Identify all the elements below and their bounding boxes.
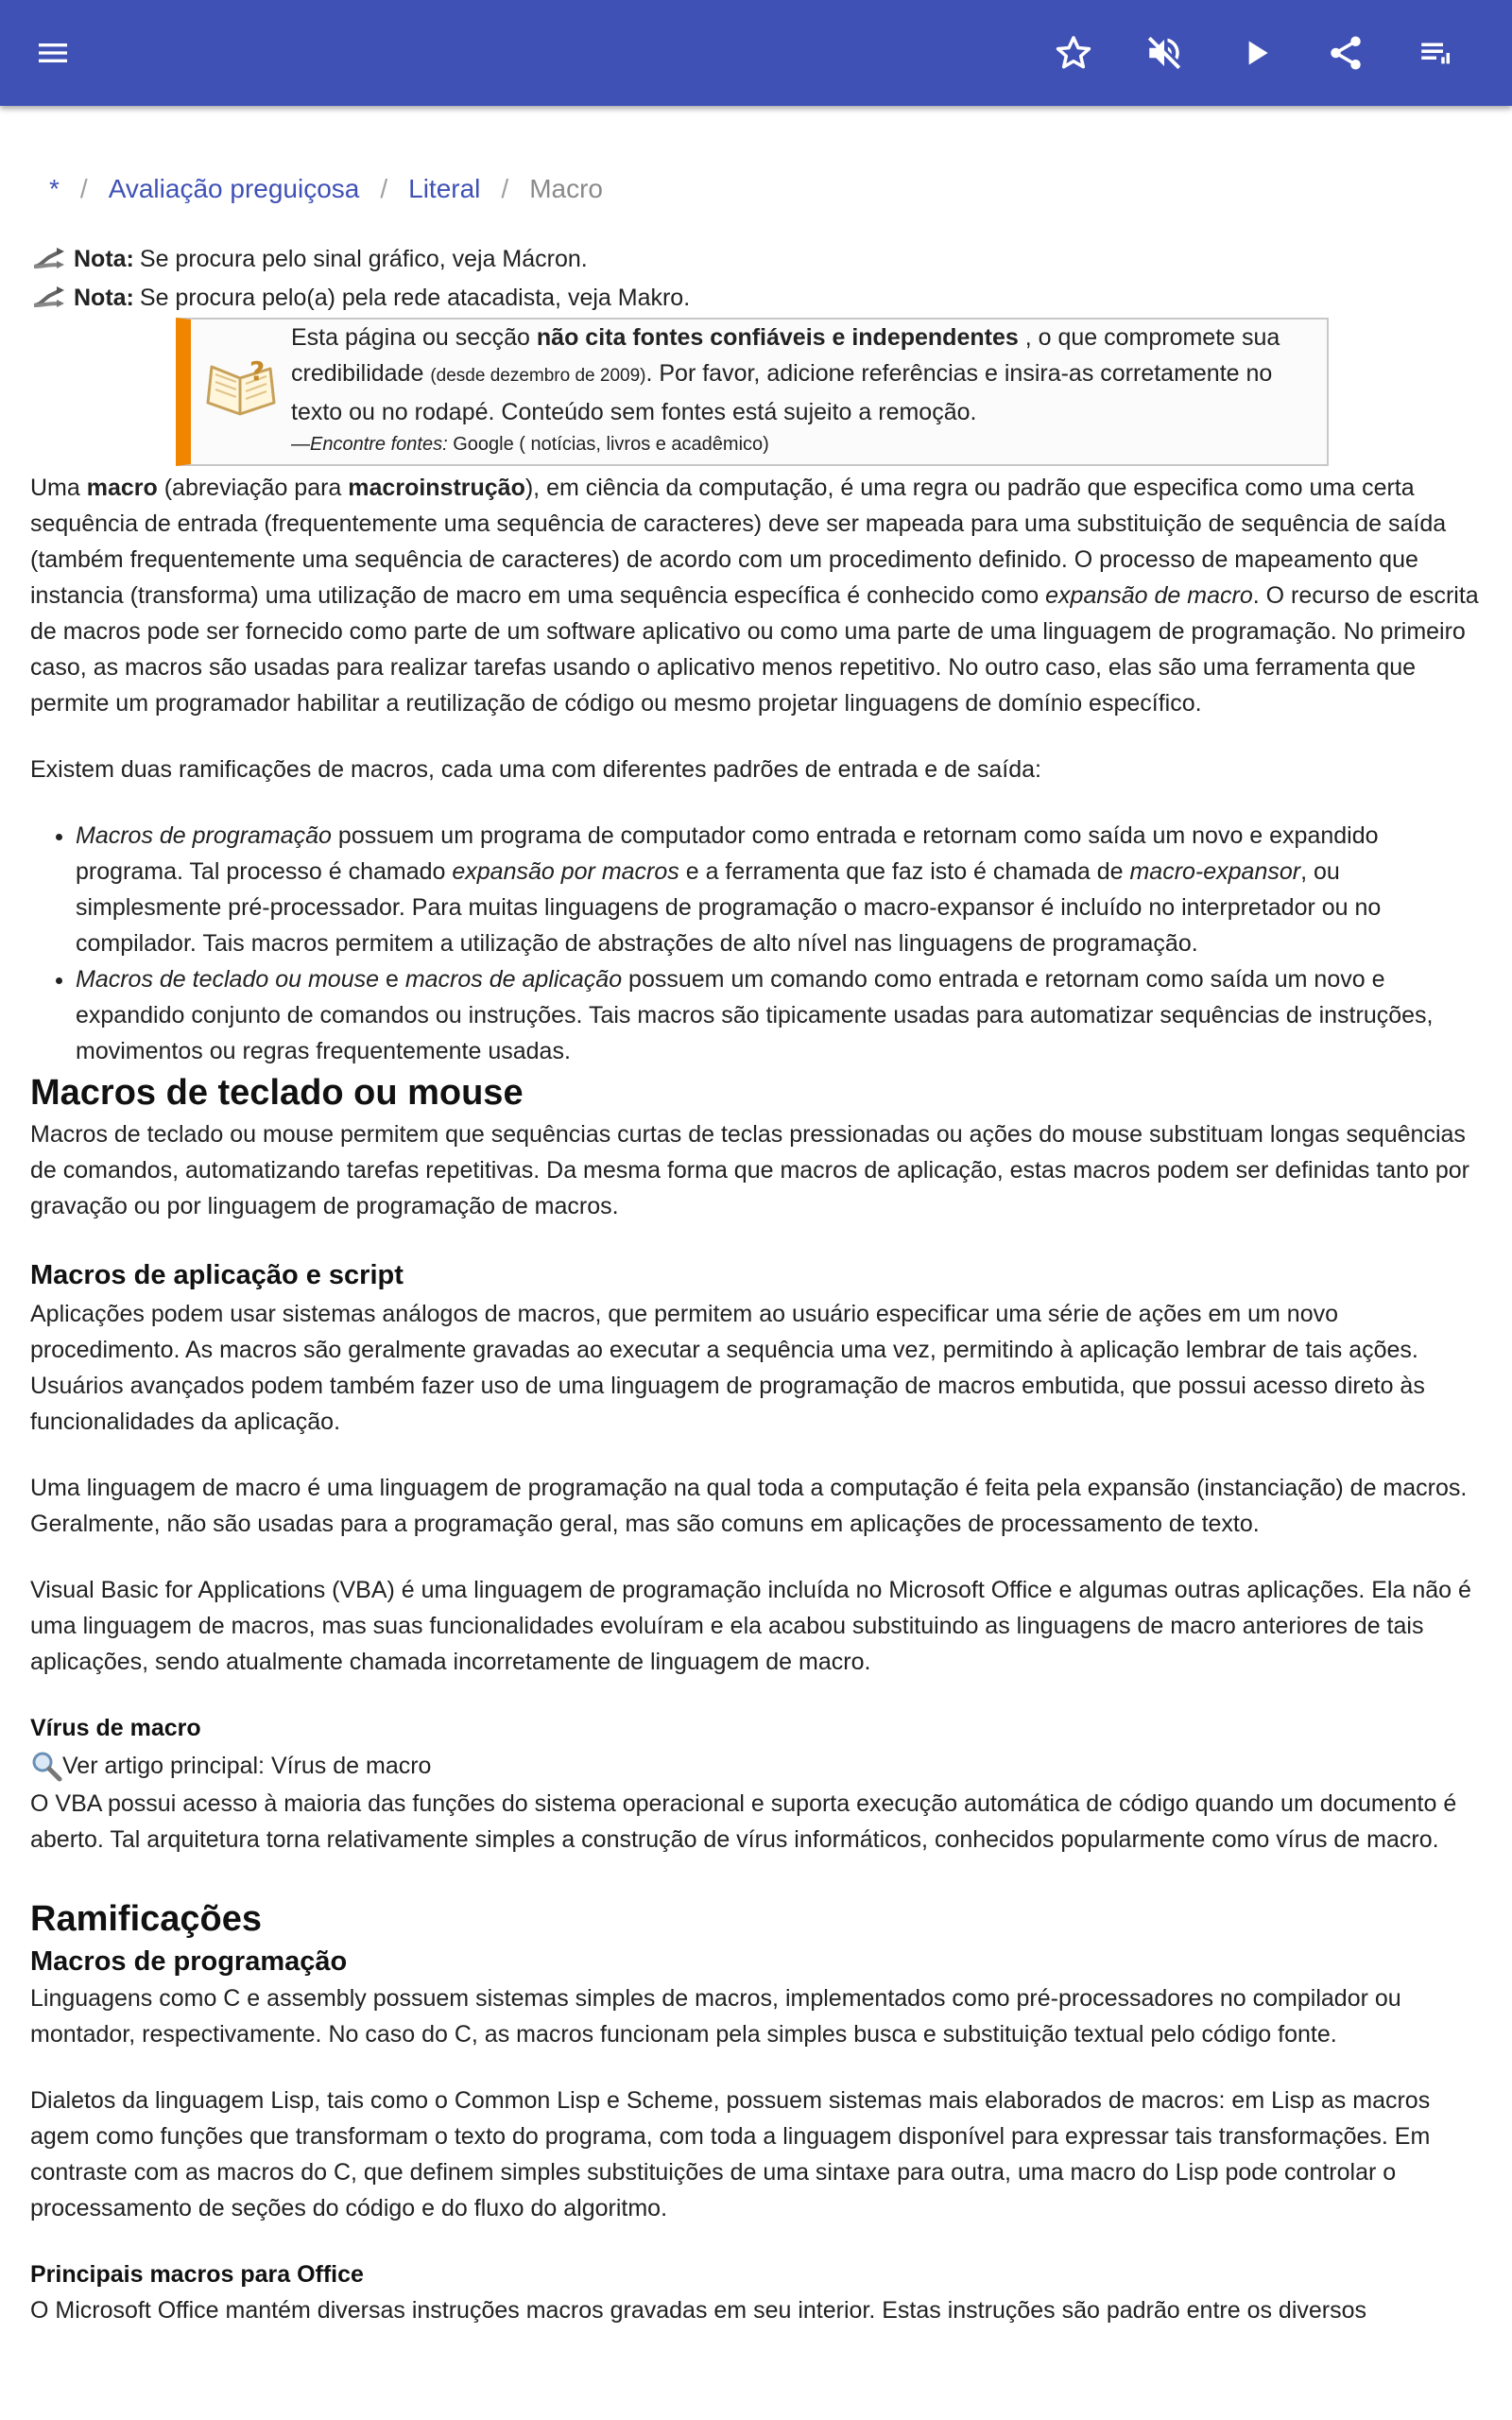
text: e a ferramenta que faz isto é chamada de — [679, 858, 1130, 885]
star-icon[interactable] — [1047, 26, 1100, 79]
sources-warning-box — [176, 318, 1329, 466]
dash: — — [291, 434, 310, 455]
breadcrumb-separator: / — [79, 174, 88, 203]
disambiguation-icon — [30, 285, 66, 313]
text: possuem um comando como entrada e retornam como saída um novo e expandido conjunto de comandos ou instruções. Tais macros são tipicamente usadas para automatizar sequências de instruções, movimentos ou regras frequentemente usadas. — [76, 966, 1434, 1064]
term-expansao: expansão de macro — [1045, 582, 1253, 609]
term-macro: macro — [86, 475, 158, 501]
text: possuem um programa de computador como entrada e retornam como saída um novo e expandido programa. Tal processo é chamado — [76, 822, 1379, 885]
term-macroinstrucao: macroinstrução — [348, 475, 525, 501]
playlist-icon[interactable] — [1410, 26, 1463, 79]
warning-text-part: Esta página ou secção — [291, 324, 537, 351]
share-icon[interactable] — [1319, 26, 1372, 79]
spacer — [30, 1680, 1482, 1710]
breadcrumb-item[interactable]: Literal — [408, 174, 481, 203]
list-item — [76, 818, 1482, 961]
subsubsection-heading: Vírus de macro — [30, 1715, 201, 1741]
app-bar — [0, 0, 1512, 106]
warning-date: (desde dezembro de 2009) — [430, 366, 646, 386]
hatnote — [30, 240, 1482, 279]
play-icon[interactable] — [1230, 26, 1283, 79]
spacer — [30, 1440, 1482, 1470]
warning-text-part: , o que compromete sua credibilidade — [291, 324, 1280, 387]
term: Macros de teclado ou mouse — [76, 966, 380, 993]
breadcrumb-separator: / — [380, 174, 388, 203]
text: e — [379, 966, 405, 993]
paragraph: Uma linguagem de macro é uma linguagem de programação na qual toda a computação é feita pela expansão (instanciação) de macros. Geralmente, não são usadas para a programação geral, mas são comuns em aplicações de processamento de texto. — [30, 1475, 1468, 1537]
spacer — [30, 2052, 1482, 2083]
paragraph: O Microsoft Office mantém diversas instruções macros gravadas em seu interior. Estas instruções são padrão entre os diversos — [30, 2297, 1367, 2324]
macro-types-list — [30, 818, 1482, 1069]
breadcrumb-item[interactable]: Avaliação preguiçosa — [108, 174, 360, 203]
term: expansão por macros — [452, 858, 679, 885]
svg-text:?: ? — [249, 355, 266, 387]
list-item — [76, 961, 1482, 1069]
subsubsection-heading: Principais macros para Office — [30, 2261, 364, 2288]
term: macros de aplicação — [404, 966, 623, 993]
breadcrumb-current: Macro — [529, 174, 603, 203]
breadcrumb — [49, 170, 603, 208]
paragraph: Visual Basic for Applications (VBA) é uma linguagem de programação incluída no Microsoft Office e algumas outras aplicações. Ela não é uma linguagem de macros, mas suas funcionalidades evoluíram e ela acabou substituindo as linguagens de macro anteriores de tais aplicações, sendo atualmente chamada incorretamente de linguagem de macro. — [30, 1577, 1471, 1675]
volume-off-icon[interactable] — [1138, 26, 1191, 79]
hatnote-label: Nota: — [74, 285, 134, 311]
book-question-icon — [202, 355, 280, 422]
paragraph: Aplicações podem usar sistemas análogos de macros, que permitem ao usuário especificar uma série de ações em um novo procedimento. As macros são geralmente gravadas ao executar a sequência uma vez, permitindo à aplicação lembrar de tais ações. Usuários avançados podem também fazer uso de uma linguagem de programação de macros embutida, que possui acesso direto às funcionalidades da aplicação. — [30, 1301, 1425, 1435]
hatnote-text: Se procura pelo sinal gráfico, veja Mácron. — [139, 246, 588, 272]
spacer — [30, 787, 1482, 818]
text: (abreviação para — [157, 475, 349, 501]
warning-emphasis: não cita fontes confiáveis e independentes — [536, 324, 1019, 351]
spacer — [30, 2226, 1482, 2256]
text: , ou simplesmente pré-processador. Para muitas linguagens de programação o macro-expansor é incluído no interpretador ou no compilador. Tais macros permitem a utilização de abstrações de alto nível nas linguagens de programação. — [76, 858, 1382, 957]
menu-icon[interactable] — [26, 26, 79, 79]
paragraph: O VBA possui acesso à maioria das funções do sistema operacional e suporta execução automática de código quando um documento é aberto. Tal arquitetura torna relativamente simples a construção de vírus informáticos, conhecidos popularmente como vírus de macro. — [30, 1790, 1457, 1853]
breadcrumb-root[interactable]: * — [49, 174, 60, 203]
hatnote-label: Nota: — [74, 246, 134, 272]
text: Uma — [30, 475, 87, 501]
ramifications-intro: Existem duas ramificações de macros, cada uma com diferentes padrões de entrada e de saída: — [30, 756, 1042, 783]
paragraph: Macros de teclado ou mouse permitem que sequências curtas de teclas pressionadas ou ações do mouse substituam longas sequências de comandos, automatizando tarefas repetitivas. Da mesma forma que macros de aplicação, estas macros podem ser definidas tanto por gravação ou por linguagem de programação de macros. — [30, 1121, 1469, 1219]
main-article-link[interactable] — [30, 1746, 1482, 1786]
subsection-heading: Macros de aplicação e script — [30, 1260, 404, 1290]
term: macro-expansor — [1129, 858, 1301, 885]
article-body — [30, 240, 1482, 2328]
term: Macros de programação — [76, 822, 332, 849]
intro-paragraph — [30, 470, 1482, 721]
text: ), em ciência da computação, é uma regra ou padrão que especifica como uma certa sequência de entrada (frequentemente uma sequência de caracteres) deve ser mapeada para uma substituição de sequência de saída (também frequentemente uma sequência de caracteres) de acordo com um procedimento definido. O processo de mapeamento que instancia (transforma) uma utilização de macro em uma sequência específica é conhecido como — [30, 475, 1447, 609]
hatnote — [30, 279, 1482, 318]
find-sources-label: Encontre fontes: — [310, 434, 448, 455]
warning-text-part: . Por favor, adicione referências e insira-as corretamente no texto ou no rodapé. Conteúdo sem fontes está sujeito a remoção. — [291, 360, 1273, 425]
spacer — [30, 1858, 1482, 1895]
spacer — [30, 721, 1482, 752]
subsection-heading: Macros de programação — [30, 1946, 348, 1977]
warning-text — [291, 320, 1315, 430]
find-sources-links[interactable]: Google ( notícias, livros e acadêmico) — [447, 434, 769, 455]
section-heading: Ramificações — [30, 1899, 263, 1939]
magnifier-icon — [30, 1750, 62, 1782]
paragraph: Linguagens como C e assembly possuem sistemas simples de macros, implementados como pré-processadores no compilador ou montador, respectivamente. No caso do C, as macros funcionam pela simples busca e substituição textual pelo código fonte. — [30, 1985, 1401, 2048]
paragraph: Dialetos da linguagem Lisp, tais como o Common Lisp e Scheme, possuem sistemas mais elaborados de macros: em Lisp as macros agem como funções que transformam o texto do programa, com toda a linguagem disponível para expressar tais transformações. Em contraste com as macros do C, que definem simples substituições de uma sintaxe para outra, uma macro do Lisp pode controlar o processamento de seções do código e do fluxo do algoritmo. — [30, 2087, 1431, 2221]
disambiguation-icon — [30, 246, 66, 274]
spacer — [30, 1542, 1482, 1572]
hatnote-text: Se procura pelo(a) pela rede atacadista, veja Makro. — [139, 285, 691, 311]
breadcrumb-separator: / — [501, 174, 509, 203]
section-heading: Macros de teclado ou mouse — [30, 1073, 524, 1113]
main-article-text[interactable]: Ver artigo principal: Vírus de macro — [62, 1753, 432, 1779]
find-sources — [291, 430, 1315, 458]
spacer — [30, 1224, 1482, 1254]
text: . O recurso de escrita de macros pode ser fornecido como parte de um software aplicativo ou como uma parte de uma linguagem de programação. No primeiro caso, as macros são usadas para realizar tarefas usando o aplicativo menos repetitivo. No outro caso, elas são uma ferramenta que permite um programador habilitar a reutilização de código ou mesmo projetar linguagens de domínio específico. — [30, 582, 1479, 717]
